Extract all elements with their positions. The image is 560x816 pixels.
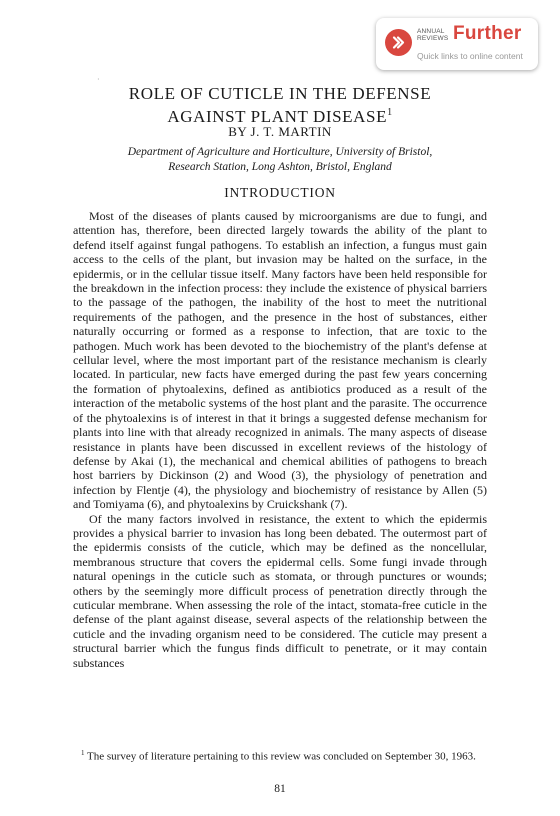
further-subtitle: Quick links to online content <box>417 51 523 61</box>
brand-line-1: ANNUAL <box>417 28 445 35</box>
paragraph: Most of the diseases of plants caused by microorganisms are due to fungi, and attention has, therefore, been directed largely towards the ability of the plant to defend itself against fungal pathogens. To establish an infection, a fungus must gain access to the cells of the plant, but invasion may be halted on the surface, in the epidermis, or in the cellular tissue itself. Many factors have been held responsible for the breakdown in the infection process: they include the existence of physical barriers to the passage of the pathogen, the inability of the host to meet the nutritional requirements of the pathogen, and the presence in the host of substances, either naturally occurring or formed as a response to infection, that are toxic to the pathogen. Much work has been devoted to the biochemistry of the plant's defense at cellular level, where the most important part of the resistance mechanism is clearly located. In particular, new facts have emerged during the past few years concerning the formation of phytoalexins, defined as antibiotics produced as a result of the interaction of the metabolic systems of the host plant and the parasite. The occurrence of the phytoalexins is of interest in that it brings a suggested defense mechanism for plants into line with that already recognized in animals. The many aspects of disease resistance in plants have been discussed in excellent reviews of the histology of defense by Akai (1), the mechanical and chemical abilities of pathogens to breach host barriers by Dickinson (2) and Wood (3), the physiology of penetration and infection by Flentje (4), the physiology and biochemistry of resistance by Allen (5) and Tomiyama (6), and phytoalexins by Cruickshank (7). <box>73 209 487 512</box>
further-title: Further <box>453 23 522 44</box>
chevron-right-icon <box>391 35 406 50</box>
footnote-marker: 1 <box>81 749 85 757</box>
speck-mark: · <box>97 75 100 84</box>
title-line-2-text: AGAINST PLANT DISEASE <box>167 107 388 126</box>
footnote-text: The survey of literature pertaining to this review was concluded on September 30, 1963. <box>84 750 476 763</box>
title-footnote-marker[interactable]: 1 <box>387 107 393 118</box>
article-title <box>0 84 560 126</box>
author-line: BY J. T. MARTIN <box>228 124 332 139</box>
paragraph: Of the many factors involved in resistance, the extent to which the epidermis provides a physical barrier to invasion has long been debated. The outermost part of the epidermis consists of the cuticle, which may be defined as the noncellular, membranous structure that covers the epidermal cells. Some fungi invade through natural openings in the cuticle such as stomata, or through punctures or wounds; others by the seemingly more difficult process of penetration directly through the cuticular membrane. When assessing the role of the intact, stomata-free cuticle in the defense of the plant against disease, several aspects of the relationship between the cuticle and the invading organism need to be considered. The cuticle may present a structural barrier which the fungus finds difficult to penetrate, or it may contain substances <box>73 511 487 670</box>
affiliation-line-1: Department of Agriculture and Horticulture, University of Bristol, <box>127 146 433 158</box>
title-line-1: ROLE OF CUTICLE IN THE DEFENSE <box>128 84 432 103</box>
title-line-2 <box>0 103 560 126</box>
section-heading: INTRODUCTION <box>224 185 336 200</box>
further-links-badge[interactable] <box>376 18 538 70</box>
page-number: 81 <box>274 783 286 795</box>
affiliation <box>0 145 560 175</box>
affiliation-line-2: Research Station, Long Ashton, Bristol, England <box>168 161 392 173</box>
further-circle <box>385 29 412 56</box>
annual-reviews-logo <box>417 28 457 42</box>
footnote <box>73 746 487 764</box>
brand-line-2: REVIEWS <box>417 35 449 42</box>
body-text <box>73 209 487 670</box>
